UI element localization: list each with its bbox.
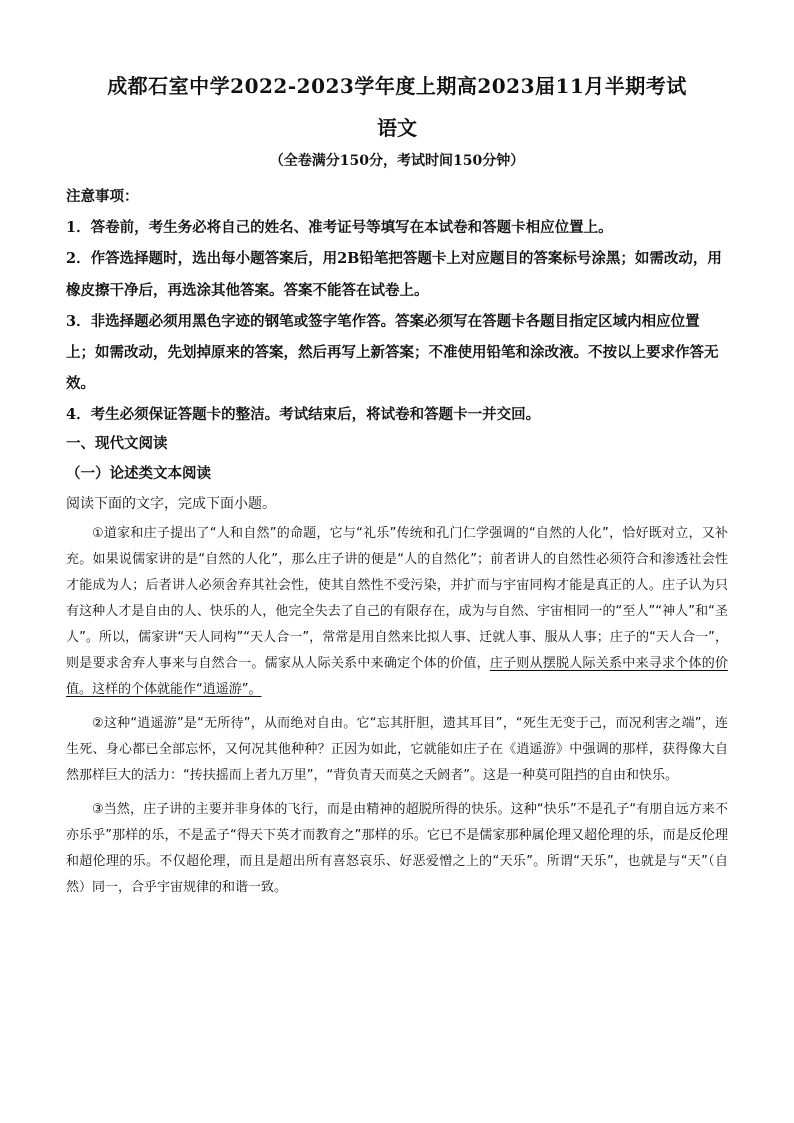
notice-block [66,181,726,431]
notice-item-1: 1．答卷前，考生务必将自己的姓名、准考证号等填写在本试卷和答题卡相应位置上。 [66,219,613,237]
passage-paragraph-2: ②这种“逍遥游”是“无所待”，从而绝对自由。它“忘其肝胆，遗其耳目”，“死生无变于己，而况利害之端”，连生死、身心都已全部忘怀，又何况其他种种？正因为如此，它就能如庄子在《逍遥游》中强调的那样，获得像大自然那样巨大的活力：“抟扶摇而上者九万里”，“背负青天而莫之夭阏者”。这是一种莫可阻挡的自由和快乐。 [66,716,728,783]
notice-item-4: 4．考生必须保证答题卡的整洁。考试结束后，将试卷和答题卡一并交回。 [66,406,541,424]
notice-item-3: 3．非选择题必须用黑色字迹的钢笔或签字笔作答。答案必须写在答题卡各题目指定区域内相应位置上；如需改动，先划掉原来的答案，然后再写上新答案；不准使用铅笔和涂改液。不按以上要求作答无效。 [66,312,719,393]
passage-paragraph-1-text: ①道家和庄子提出了“人和自然”的命题，它与“礼乐”传统和孔门仁学强调的“自然的人化”，恰好既对立，又补充。如果说儒家讲的是“自然的人化”，那么庄子讲的便是“人的自然化”；前者讲人的自然性必须符合和渗透社会性才能成为人；后者讲人必须舍弃其社会性，使其自然性不受污染，并扩而与宇宙同构才能是真正的人。庄子认为只有这种人才是自由的人、快乐的人，他完全失去了自己的有限存在，成为与自然、宇宙相同一的“至人”“神人”和“圣人”。所以，儒家讲“天人同构”“天人合一”，常常是用自然来比拟人事、迁就人事、服从人事；庄子的“天人合一”，则是要求舍弃人事来与自然合一。儒家从人际关系中来确定个体的价值， [66,526,728,671]
underlined-sentence: 庄子则从摆脱人际关系中来寻求个体的价值。这样的个体就能作“逍遥游”。 [66,656,728,697]
exam-subject: 语文 [377,116,417,140]
reading-instruction: 阅读下面的文字，完成下面小题。 [66,496,276,512]
score-time-note: （全卷满分150分，考试时间150分钟） [269,153,525,169]
passage-paragraph-3: ③当然，庄子讲的主要并非身体的飞行，而是由精神的超脱所得的快乐。这种“快乐”不是孔子“有朋自远方来不亦乐乎”那样的乐，不是孟子“得天下英才而教育之”那样的乐。它已不是儒家那种属伦理又超伦理的乐，而是反伦理和超伦理的乐。不仅超伦理，而且是超出所有喜怒哀乐、好恶爱憎之上的“天乐”。所谓“天乐”，也就是与“天”（自然）同一，合乎宇宙规律的和谐一致。 [66,802,728,895]
passage-paragraph-1 [66,521,728,703]
exam-title: 成都石室中学2022-2023学年度上期高2023届11月半期考试 [107,74,687,98]
section-heading: 一、现代文阅读 [66,435,168,452]
reading-passage [66,521,728,909]
section-subheading: （一）论述类文本阅读 [66,465,211,482]
notice-heading: 注意事项： [66,188,139,205]
notice-item-2: 2．作答选择题时，选出每小题答案后，用2B铅笔把答题卡上对应题目的答案标号涂黑；如需改动，用橡皮擦干净后，再选涂其他答案。答案不能答在试卷上。 [66,250,722,299]
